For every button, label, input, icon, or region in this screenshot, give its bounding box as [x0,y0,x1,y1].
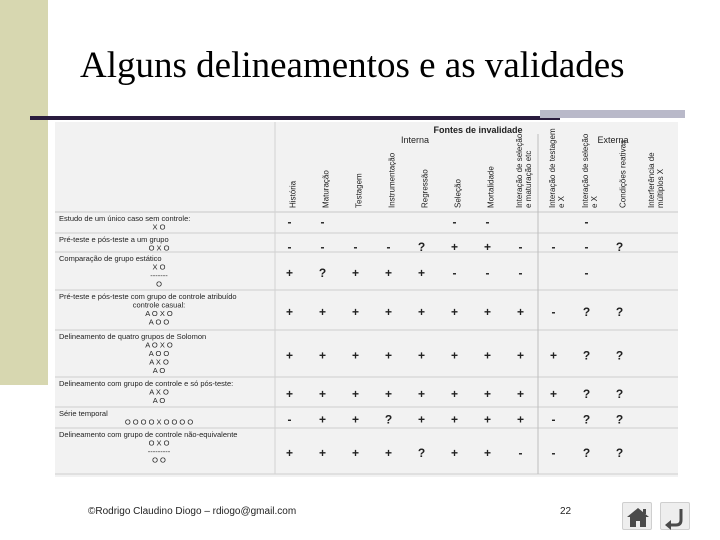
table-cell: + [483,446,492,460]
table-cell: - [518,446,523,460]
table-cell: + [483,305,492,319]
table-cell: + [450,387,459,401]
table-cell: + [417,266,426,280]
table-cell: + [351,348,360,363]
row-label: A O X O [145,340,173,350]
table-cell: - [287,240,292,254]
table-cell: - [320,240,325,254]
table-cell: ? [318,266,327,280]
table-cell: - [386,240,391,254]
table-cell: ? [582,348,591,363]
table-cell: + [318,387,327,401]
table-cell: + [351,266,360,280]
row-label: Delineamento com grupo de controle e só pós-teste: [59,379,234,388]
column-header: múltiplos X [656,168,665,208]
row-label: A O [152,366,166,375]
table-cell: ? [615,387,624,401]
table-cell: + [384,387,393,401]
table-cell: + [417,412,426,427]
table-cell: + [285,387,294,401]
row-label: Comparação de grupo estático [59,254,162,263]
table-cell: - [353,240,358,254]
table-cell: + [417,348,426,363]
table-cell: ? [582,446,591,460]
table-cell: + [450,305,459,319]
validity-table-svg [55,122,678,477]
row-label: --------- [147,447,171,456]
table-cell: + [483,387,492,401]
table-cell: + [516,412,525,427]
table-cell: + [351,305,360,319]
table-cell: + [450,446,459,460]
table-cell: + [483,240,492,254]
column-header: História [288,180,298,208]
slide-title: Alguns delineamentos e as validades [80,45,625,86]
table-cell: - [320,215,325,229]
table-cell: - [584,240,589,254]
row-label: X O [152,222,166,232]
table-cell: + [285,305,294,319]
table-cell: + [417,387,426,401]
table-cell: + [384,348,393,363]
validity-table [55,122,678,477]
table-cell: ? [384,412,393,427]
row-label: Delineamento de quatro grupos de Solomon [59,332,207,341]
column-header: e maturação etc [524,150,533,208]
table-cell: + [516,387,525,401]
column-header: Mortalidade [486,166,496,208]
column-header: e X [590,195,599,208]
row-label: Pré-teste e pós-teste a um grupo [59,235,169,244]
row-label: O X O [148,438,170,448]
row-label: A O O [148,349,170,358]
column-header: Regressão [420,169,430,208]
column-header: e X [557,195,566,208]
column-header: Interação de seleção [581,133,590,208]
table-cell: + [285,266,294,280]
column-header: Interferência de [647,152,656,208]
page-number: 22 [560,506,572,517]
table-cell: + [450,240,459,254]
table-header-main: Fontes de invalidade [433,125,523,135]
row-label: O O [152,455,166,465]
table-cell: + [285,446,294,460]
column-header: Interação de testagem [548,128,557,208]
title-rule [30,116,560,120]
table-cell: ? [615,348,624,363]
table-cell: - [551,240,556,254]
row-label: controle casual: [132,300,186,310]
column-header: Maturação [321,170,331,208]
home-icon [623,503,653,531]
row-label: O X O [148,243,170,253]
home-button[interactable] [622,502,652,530]
table-cell: ? [582,305,591,319]
table-cell: - [287,412,292,427]
table-cell: + [318,305,327,319]
table-header-internal: Interna [400,135,430,145]
table-cell: + [417,305,426,319]
column-header: Condições reativas [618,139,628,208]
table-cell: - [518,240,523,254]
table-cell: + [450,348,459,363]
row-label: ------- [150,271,168,280]
column-header: Testagem [354,173,364,208]
row-label: X O [152,262,166,272]
table-cell: + [483,348,492,363]
table-cell: ? [615,412,624,427]
table-cell: + [516,348,525,363]
row-label: O [156,279,162,289]
table-cell: ? [582,387,591,401]
column-header: Interação de seleção [515,133,524,208]
table-cell: - [452,215,457,229]
row-label: Delineamento com grupo de controle não-equivalente [59,430,238,439]
table-cell: - [485,266,490,280]
table-cell: ? [417,446,426,460]
table-cell: + [351,446,360,460]
return-button[interactable] [660,502,690,530]
table-cell: - [485,215,490,229]
table-cell: + [285,348,294,363]
row-label: O O O O X O O O O [124,417,194,427]
table-cell: + [384,305,393,319]
table-cell: + [351,412,360,427]
table-cell: ? [615,240,624,254]
table-cell: + [351,387,360,401]
return-arrow-icon [661,503,691,531]
row-label: A O X O [145,309,173,318]
table-cell: - [551,446,556,460]
table-cell: + [318,348,327,363]
table-header-external: Externa [597,135,629,145]
table-cell: - [452,266,457,280]
sidebar-bar [0,0,48,385]
table-cell: ? [417,240,426,254]
table-cell: - [584,215,589,229]
table-cell: + [483,412,492,427]
table-cell: + [318,446,327,460]
sidebar-bar-bottom [0,385,48,540]
row-label: A X O [149,357,169,367]
column-header: Instrumentação [387,152,397,208]
table-cell: + [549,348,558,363]
table-cell: ? [615,305,624,319]
table-cell: - [287,215,292,229]
table-cell: + [384,266,393,280]
footer-author: ©Rodrigo Claudino Diogo – rdiogo@gmail.com [88,506,297,517]
table-cell: - [518,266,523,280]
table-cell: - [584,266,589,280]
table-cell: ? [582,412,591,427]
table-cell: - [551,412,556,427]
row-label: A O O [148,317,170,327]
row-label: Pré-teste e pós-teste com grupo de controle atribuído [59,292,237,301]
row-label: Série temporal [59,409,108,418]
table-cell: + [450,412,459,427]
row-label: A X O [149,387,169,397]
column-header: Seleção [453,179,463,208]
table-cell: ? [615,446,624,460]
table-cell: + [384,446,393,460]
table-cell: - [551,305,556,319]
table-cell: + [516,305,525,319]
title-rule-accent [540,110,685,118]
table-cell: + [549,387,558,401]
row-label: A O [152,396,166,405]
row-label: Estudo de um único caso sem controle: [59,214,191,223]
table-cell: + [318,412,327,427]
